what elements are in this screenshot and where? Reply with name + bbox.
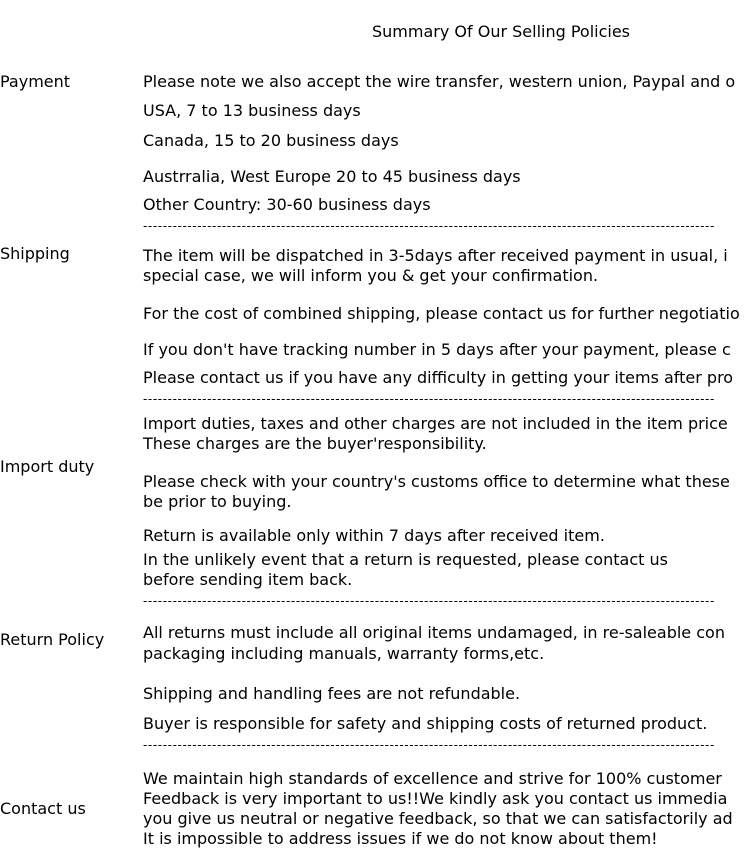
return-policy-line: before sending item back. (143, 570, 353, 589)
shipping-line: Please contact us if you have any difficulty in getting your items after pro (143, 368, 734, 387)
import-duty-line: Please check with your country's customs office to determine what these (143, 472, 730, 491)
payment-line: Austrralia, West Europe 20 to 45 business days (143, 167, 521, 186)
return-policy-line: Buyer is responsible for safety and shipping costs of returned product. (143, 714, 708, 733)
import-duty-line: be prior to buying. (143, 492, 292, 511)
return-policy-line: Return is available only within 7 days after received item. (143, 526, 605, 545)
return-policy-line: Shipping and handling fees are not refundable. (143, 684, 521, 703)
return-policy-line: In the unlikely event that a return is requested, please contact us (143, 550, 668, 569)
section-divider: -------------------------------------------------------------------------------------------------------------------- (143, 594, 715, 608)
return-policy-line: packaging including manuals, warranty forms,etc. (143, 644, 545, 663)
section-divider: -------------------------------------------------------------------------------------------------------------------- (143, 392, 715, 406)
shipping-line: special case, we will inform you & get your confirmation. (143, 266, 599, 285)
return-policy-line: All returns must include all original items undamaged, in re-saleable con (143, 623, 725, 642)
shipping-line: If you don't have tracking number in 5 days after your payment, please c (143, 340, 731, 359)
contact-line: We maintain high standards of excellence and strive for 100% customer (143, 769, 722, 788)
import-duty-line: These charges are the buyer'responsibility. (143, 434, 487, 453)
return-policy-label: Return Policy (0, 630, 105, 649)
page-title: Summary Of Our Selling Policies (372, 22, 631, 41)
payment-line: Please note we also accept the wire transfer, western union, Paypal and o (143, 72, 736, 91)
import-duty-line: Import duties, taxes and other charges are not included in the item price (143, 414, 728, 433)
payment-line: Canada, 15 to 20 business days (143, 131, 399, 150)
contact-line: you give us neutral or negative feedback, so that we can satisfactorily ad (143, 809, 733, 828)
contact-line: Feedback is very important to us!!We kindly ask you contact us immedia (143, 789, 728, 808)
shipping-line: For the cost of combined shipping, please contact us for further negotiatio (143, 304, 740, 323)
contact-line: It is impossible to address issues if we do not know about them! (143, 829, 658, 848)
section-divider: -------------------------------------------------------------------------------------------------------------------- (143, 219, 715, 233)
payment-line: Other Country: 30-60 business days (143, 195, 431, 214)
import-duty-label: Import duty (0, 457, 95, 476)
shipping-line: The item will be dispatched in 3-5days after received payment in usual, i (143, 246, 728, 265)
section-divider: -------------------------------------------------------------------------------------------------------------------- (143, 738, 715, 752)
payment-line: USA, 7 to 13 business days (143, 101, 361, 120)
contact-us-label: Contact us (0, 799, 86, 818)
shipping-label: Shipping (0, 244, 70, 263)
payment-label: Payment (0, 72, 71, 91)
